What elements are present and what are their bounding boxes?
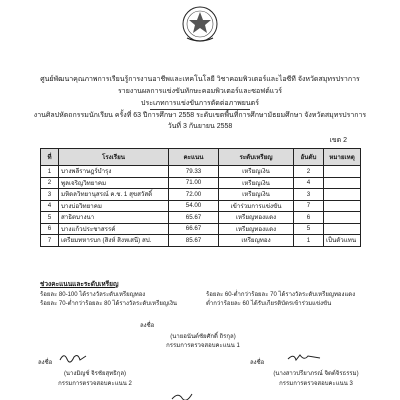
cell-no: 6 [41,223,59,235]
table-row [41,212,361,224]
signature-1-name: (นายอนันต์ชัยศักดิ์ ถิรกุล) [170,334,236,340]
criteria-bronze: ร้อยละ 60-ต่ำกว่าร้อยละ 70 ได้รางวัลระดับเหรียญทองแดง [206,292,356,298]
signature-1-role: กรรมการตรวจสอบคะแนน 1 [166,343,240,349]
cell-medal: เหรียญทอง [219,235,294,247]
col-header-no: ที่ [41,149,59,166]
cell-school: เตรียมทหารบก (สิงห์ สิงหเสนี) สป. [59,235,169,247]
table-header-row [41,149,361,166]
cell-medal: เหรียญเงิน [219,189,294,201]
signature-3-name: (นางสาวปรียาภรณ์ จิตต์จิรธรรม) [273,371,359,377]
cell-note [324,177,361,189]
cell-rank: 2 [294,166,324,178]
cell-no: 4 [41,200,59,212]
cell-medal: เหรียญเงิน [219,177,294,189]
cell-school: พูลเจริญวิทยาคม [59,177,169,189]
cell-note [324,200,361,212]
header-line-3: ประเภทการแข่งขันการตัดต่อภาพยนตร์ [141,100,259,107]
cell-rank: 5 [294,223,324,235]
table-row [41,177,361,189]
header-line-4: งานศิลปหัตถกรรมนักเรียน ครั้งที่ 63 ปีการศึกษา 2558 ระดับเขตพื้นที่การศึกษามัธยมศึกษา จังหวัดสมุทรปราการ [33,112,367,119]
sheet-number: เขต 2 [329,137,347,144]
cell-score: 65.67 [169,212,219,224]
results-table [40,148,361,247]
cell-school: มหิดลวิทยานุสรณ์ ค.ช. 1 สุขสวัสดิ์ [59,189,169,201]
cell-rank: 7 [294,200,324,212]
table-row [41,200,361,212]
criteria-title: ช่วงคะแนนและระดับเหรียญ [40,281,119,288]
header-line-2: รายงานผลการแข่งขันทักษะคอมพิวเตอร์และซอฟต์แวร์ [118,88,282,95]
handwritten-signature-2 [58,350,88,364]
cell-note [324,223,361,235]
cell-score: 54.00 [169,200,219,212]
signature-3-label: ลงชื่อ [250,360,265,366]
header-divider [150,109,250,110]
cell-no: 2 [41,177,59,189]
emblem-logo [181,4,219,44]
table-row [41,189,361,201]
cell-rank: 3 [294,189,324,201]
col-header-score: คะแนน [169,149,219,166]
cell-note [324,212,361,224]
header-line-1: ศูนย์พัฒนาคุณภาพการเรียนรู้การงานอาชีพและเทคโนโลยี วิชาคอมพิวเตอร์และไอซีที จังหวัดสมุทรปราการ [40,76,360,83]
cell-no: 5 [41,212,59,224]
header-line-5: วันที่ 3 กันยายน 2558 [167,123,233,130]
cell-note [324,166,361,178]
table-row [41,235,361,247]
table-row [41,166,361,178]
col-header-school: โรงเรียน [59,149,169,166]
col-header-rank: อันดับ [294,149,324,166]
cell-score: 71.00 [169,177,219,189]
criteria-gold: ร้อยละ 80-100 ได้รางวัลระดับเหรียญทอง [40,292,146,298]
cell-score: 79.33 [169,166,219,178]
table-row [41,223,361,235]
cell-school: บางพลีราษฎร์บำรุง [59,166,169,178]
handwritten-signature-3 [286,350,322,364]
cell-school: บางแก้วประชาสรรค์ [59,223,169,235]
cell-rank: 4 [294,177,324,189]
col-header-medal: ระดับเหรียญ [219,149,294,166]
signature-1-label: ลงชื่อ [140,323,155,329]
cell-school: สาธิตบางนา [59,212,169,224]
cell-score: 66.67 [169,223,219,235]
criteria-silver: ร้อยละ 70-ต่ำกว่าร้อยละ 80 ได้รางวัลระดับเหรียญเงิน [40,301,178,307]
signature-3-role: กรรมการตรวจสอบคะแนน 3 [279,381,353,387]
cell-medal: เหรียญทองแดง [219,223,294,235]
signature-2-name: (นางมิญช์ จิรชัยสุทธิกุล) [63,371,127,377]
criteria-participation: ต่ำกว่าร้อยละ 60 ได้รับเกียรติบัตรเข้าร่วมแข่งขัน [206,301,332,307]
cell-note [324,189,361,201]
cell-no: 7 [41,235,59,247]
cell-medal: เหรียญทองแดง [219,212,294,224]
scan-artifact-mark [170,392,194,400]
signature-2-role: กรรมการตรวจสอบคะแนน 2 [58,381,132,387]
cell-score: 72.00 [169,189,219,201]
signature-2-label: ลงชื่อ [38,360,53,366]
cell-school: บางบ่อวิทยาคม [59,200,169,212]
cell-rank: 1 [294,235,324,247]
cell-medal: เข้าร่วมการแข่งขัน [219,200,294,212]
cell-no: 1 [41,166,59,178]
col-header-note: หมายเหตุ [324,149,361,166]
cell-rank: 6 [294,212,324,224]
cell-note: เป็นตัวแทน [324,235,361,247]
cell-no: 3 [41,189,59,201]
cell-medal: เหรียญเงิน [219,166,294,178]
cell-score: 85.67 [169,235,219,247]
